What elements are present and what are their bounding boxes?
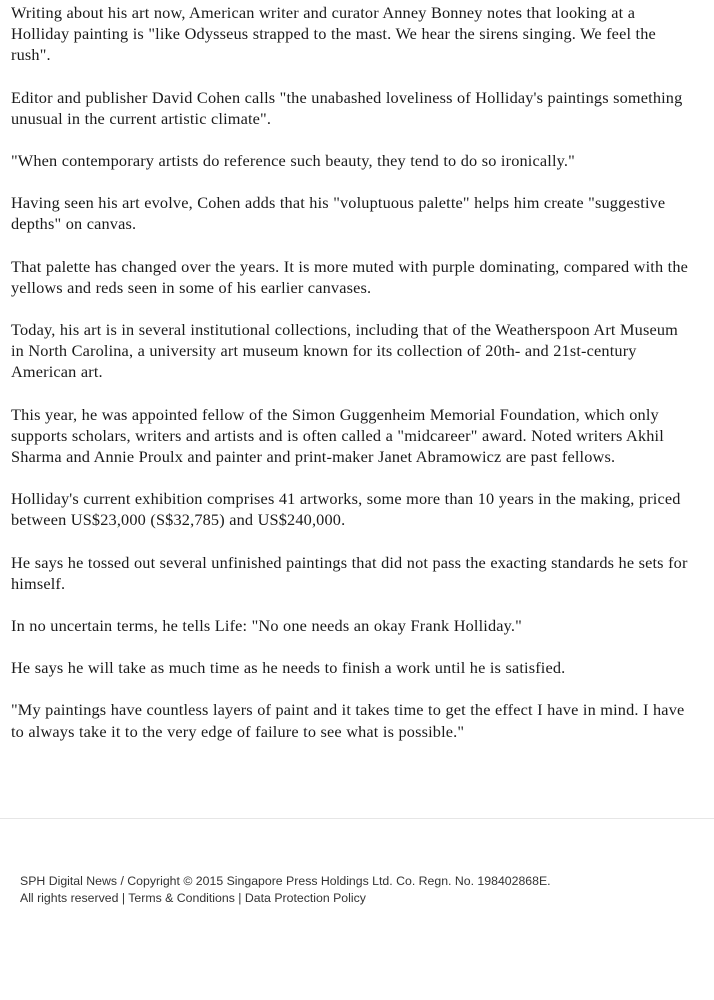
terms-and-conditions-link[interactable]: Terms & Conditions [128,891,235,905]
footer-legal-line [20,890,680,907]
footer-copyright-text: SPH Digital News / Copyright © 2015 Singapore Press Holdings Ltd. Co. Regn. No. 198402868E. [20,874,551,888]
article-paragraph: Having seen his art evolve, Cohen adds that his "voluptuous palette" helps him create "suggestive depths" on canvas. [11,193,666,234]
article-paragraph: In no uncertain terms, he tells Life: "No one needs an okay Frank Holliday." [11,616,522,636]
article-paragraph: He says he tossed out several unfinished paintings that did not pass the exacting standards he sets for himself. [11,552,688,593]
article-paragraph: Today, his art is in several institutional collections, including that of the Weatherspoon Art Museum in North Carolina, a university art museum known for its collection of 20th- and 21st-century American art. [11,320,678,382]
article-paragraph: He says he will take as much time as he needs to finish a work until he is satisfied. [11,658,566,678]
article-paragraph: That palette has changed over the years. It is more muted with purple dominating, compared with the yellows and reds seen in some of his earlier canvases. [11,256,689,297]
article-paragraph: "My paintings have countless layers of paint and it takes time to get the effect I have in mind. I have to always take it to the very edge of failure to see what is possible." [11,700,685,741]
article-paragraph: Editor and publisher David Cohen calls "the unabashed loveliness of Holliday's paintings something unusual in the current artistic climate". [11,87,683,128]
article-paragraph: This year, he was appointed fellow of the Simon Guggenheim Memorial Foundation, which only supports scholars, writers and artists and is often called a "midcareer" award. Noted writers Akhil Sharma and Annie Proulx and painter and print-maker Janet Abramowicz are past fellows. [11,404,664,467]
footer-rights-text: All rights reserved [20,891,119,905]
site-footer [20,873,680,907]
article-paragraph: "When contemporary artists do reference such beauty, they tend to do so ironically." [11,151,575,171]
article-paragraph: Holliday's current exhibition comprises 41 artworks, some more than 10 years in the making, priced between US$23,000 (S$32,785) and US$240,000. [11,489,681,530]
footer-separator: | [238,891,242,905]
article-paragraph: Writing about his art now, American writer and curator Anney Bonney notes that looking at a Holliday painting is "like Odysseus strapped to the mast. We hear the sirens singing. We feel the rush". [11,3,656,65]
data-protection-policy-link[interactable]: Data Protection Policy [244,891,366,905]
article-body [11,2,695,742]
footer-separator: | [121,891,126,905]
footer-divider [0,818,714,819]
footer-copyright-line [20,873,680,890]
